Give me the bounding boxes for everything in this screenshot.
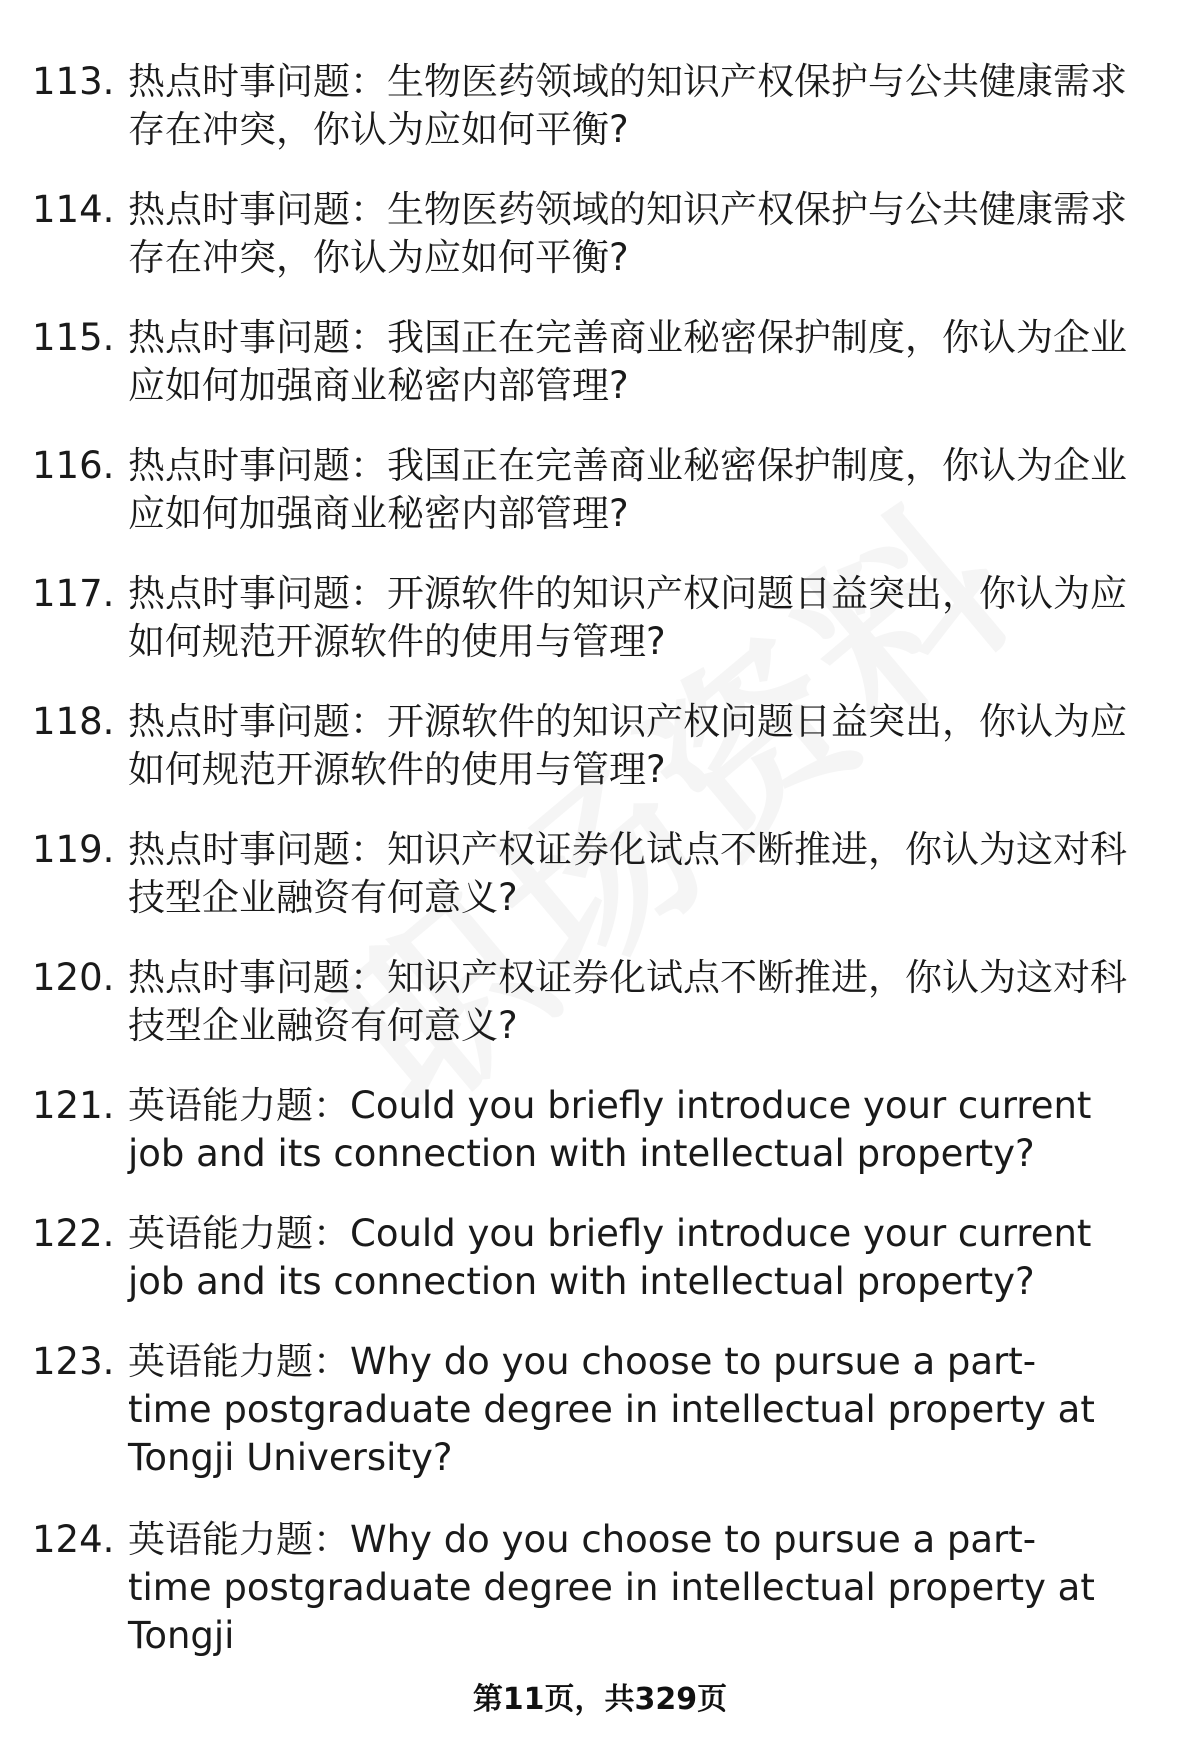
question-text: 热点时事问题：知识产权证券化试点不断推进，你认为这对科技型企业融资有何意义? <box>128 956 1127 1047</box>
list-item <box>0 442 1200 538</box>
question-text: 英语能力题：Could you briefly introduce your current job and its connection with intellectual property? <box>128 1084 1092 1175</box>
list-item <box>0 698 1200 794</box>
question-number: 120. <box>32 956 115 999</box>
question-text: 英语能力题：Why do you choose to pursue a part-time postgraduate degree in intellectual property at Tongji University? <box>128 1340 1095 1479</box>
list-item <box>0 1210 1200 1306</box>
list-item <box>0 1516 1200 1660</box>
question-text: 英语能力题：Could you briefly introduce your current job and its connection with intellectual property? <box>128 1212 1092 1303</box>
question-number: 124. <box>32 1518 115 1561</box>
question-text: 热点时事问题：知识产权证券化试点不断推进，你认为这对科技型企业融资有何意义? <box>128 828 1127 919</box>
question-number: 122. <box>32 1212 115 1255</box>
list-item <box>0 1338 1200 1482</box>
list-item <box>0 1082 1200 1178</box>
question-text: 热点时事问题：开源软件的知识产权问题日益突出，你认为应如何规范开源软件的使用与管理? <box>128 572 1127 663</box>
list-item <box>0 954 1200 1050</box>
question-text: 热点时事问题：我国正在完善商业秘密保护制度，你认为企业应如何加强商业秘密内部管理? <box>128 316 1127 407</box>
question-number: 118. <box>32 700 115 743</box>
question-number: 123. <box>32 1340 115 1383</box>
question-text: 热点时事问题：生物医药领域的知识产权保护与公共健康需求存在冲突，你认为应如何平衡? <box>128 60 1127 151</box>
list-item <box>0 314 1200 410</box>
question-number: 116. <box>32 444 115 487</box>
list-item <box>0 826 1200 922</box>
question-number: 119. <box>32 828 115 871</box>
question-text: 热点时事问题：生物医药领域的知识产权保护与公共健康需求存在冲突，你认为应如何平衡? <box>128 188 1127 279</box>
list-item <box>0 186 1200 282</box>
question-number: 113. <box>32 60 115 103</box>
question-text: 英语能力题：Why do you choose to pursue a part-time postgraduate degree in intellectual property at Tongji <box>128 1518 1095 1657</box>
question-text: 热点时事问题：我国正在完善商业秘密保护制度，你认为企业应如何加强商业秘密内部管理? <box>128 444 1127 535</box>
list-item <box>0 58 1200 154</box>
question-number: 115. <box>32 316 115 359</box>
list-item <box>0 570 1200 666</box>
page-number: 第11页，共329页 <box>472 1682 728 1717</box>
question-number: 121. <box>32 1084 115 1127</box>
question-text: 热点时事问题：开源软件的知识产权问题日益突出，你认为应如何规范开源软件的使用与管理? <box>128 700 1127 791</box>
question-number: 114. <box>32 188 115 231</box>
question-list <box>0 58 1200 1692</box>
question-number: 117. <box>32 572 115 615</box>
